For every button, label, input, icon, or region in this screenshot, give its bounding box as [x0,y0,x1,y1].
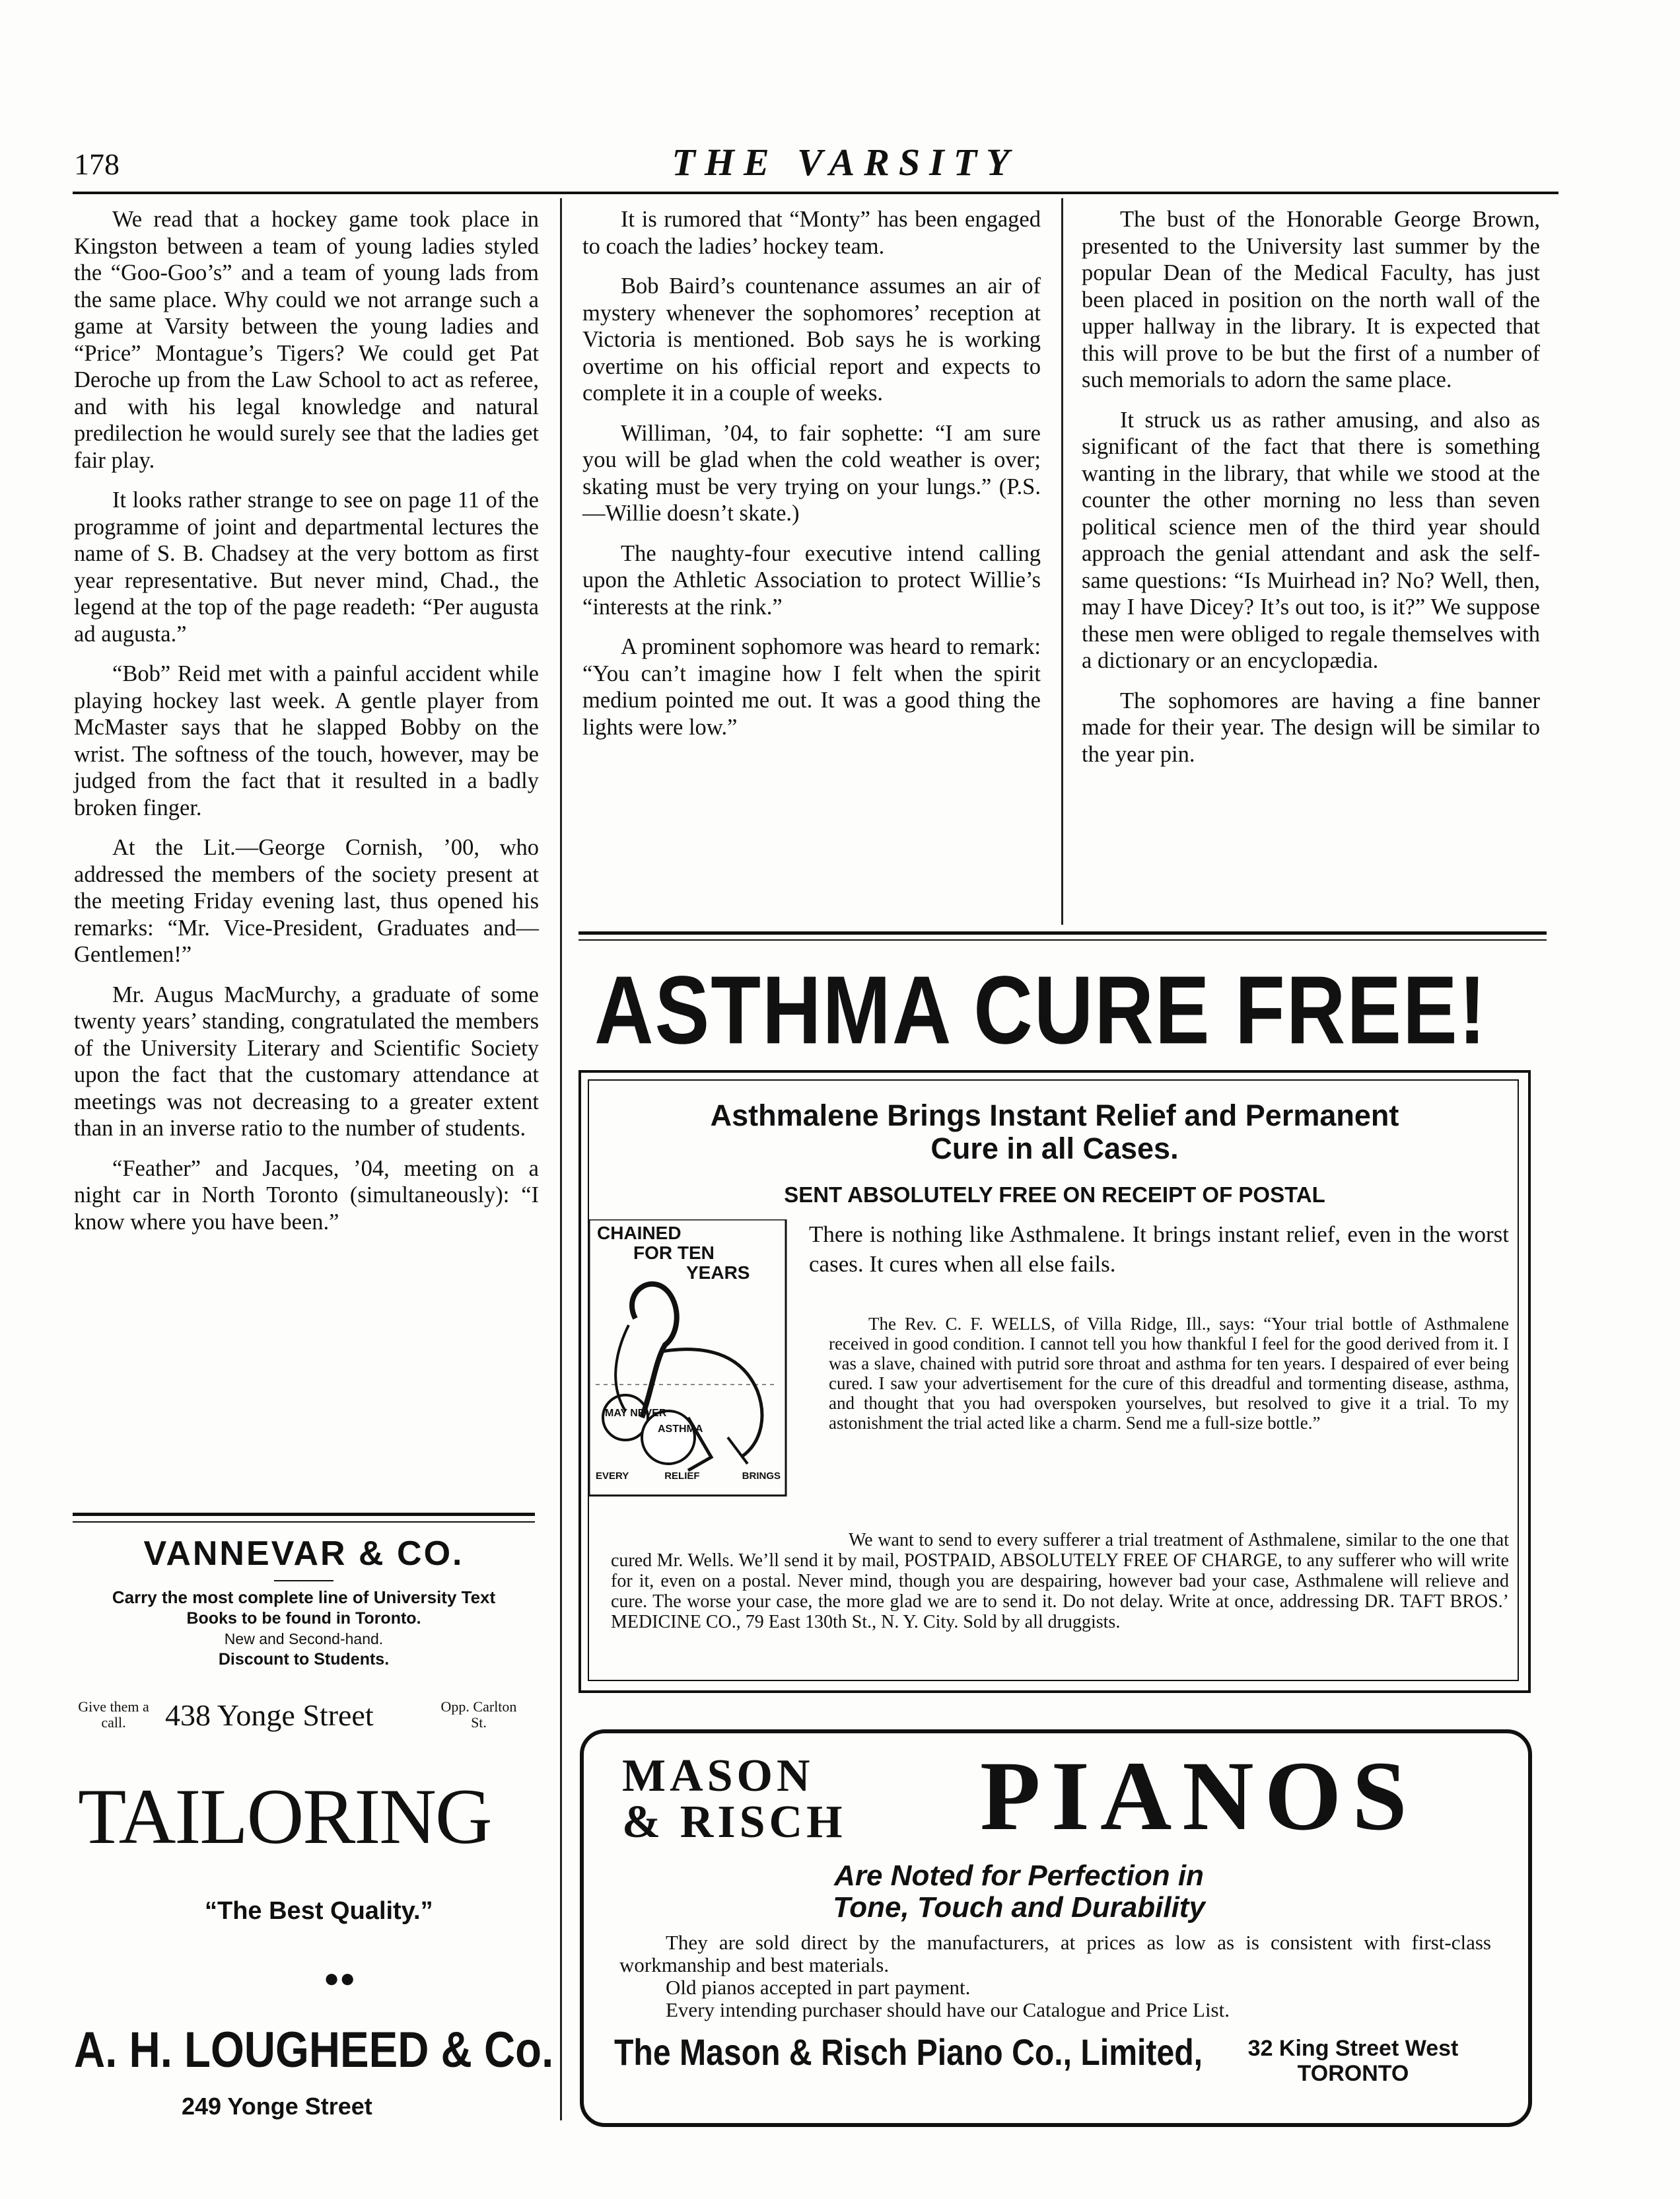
piano-address [1214,2036,1492,2086]
masthead: THE VARSITY [672,141,1019,184]
vannevar-rule [73,1521,535,1523]
caption-line: CHAINED [597,1223,682,1243]
paragraph: Mr. Augus MacMurchy, a graduate of some twenty years’ standing, congratulated the members of the University Literary and Scientific Society upon the fact that the customary attendance at meetings was not decreasing to a greater extent than in an inverse ratio to the number of students. [74,982,539,1141]
header-rule [73,192,1558,194]
piano-body [619,1931,1491,2021]
testimonial-text: The Rev. C. F. WELLS, of Villa Ridge, Ill., says: “Your trial bottle of Asthmalene received in good condition. I cannot tell you how thankful I feel for the good derived from it. I was a slave, chained with putrid sore throat and asthma for ten years. I despaired of ever being cured. I saw your advertisement for the cure of this dreadful and tormenting disease, asthma, and thought that you had overspoken yourselves, but resolved to give it a trial. To my astonishment the trial acted like a charm. Send me a full-size bottle.” [829,1314,1509,1433]
paragraph: A prominent sophomore was heard to remark: “You can’t imagine how I felt when the spirit medium pointed me out. It was a good thing the lights were low.” [582,634,1041,740]
tagline-line: Tone, Touch and Durability [833,1891,1205,1924]
caption-word: BRINGS [742,1470,781,1482]
lougheed-name: A. H. LOUGHEED & Co. [74,2022,554,2078]
asthma-subhead-line1: Asthmalene Brings Instant Relief and Permanent [710,1099,1399,1132]
caption-line: YEARS [686,1262,750,1283]
lougheed-address: 249 Yonge Street [182,2093,372,2120]
paragraph: The bust of the Honorable George Brown, presented to the University last summer by the popular Dean of the Medical Faculty, has just been placed in position on the north wall of the upper hallway in the library. It is expected that this will prove to be but the first of a number of such memorials to adorn the same place. [1082,207,1540,392]
caption-word: RELIEF [664,1470,700,1482]
paragraph: At the Lit.—George Cornish, ’00, who addressed the members of the society present at the meeting Friday evening last, thus opened his remarks: “Mr. Vice-President, Graduates and—Gentlemen!” [74,835,539,967]
paragraph: It struck us as rather amusing, and also as significant of the fact that there is something wanting in the library, that while we stood at the counter the other morning no less than seven political science men of the third year should approach the genial attendant and ask the self-same questions: “Is Muirhead in? No? Well, then, may I have Dicey? It’s out too, is it?” We suppose these men were obliged to regale themselves with a dictionary or an encyclopædia. [1082,407,1540,673]
column-rule-right [1061,198,1063,925]
column-2 [582,206,1041,754]
paragraph: “Feather” and Jacques, ’04, meeting on a night car in North Toronto (simultaneously): “I know where you have been.” [74,1155,539,1235]
piano-body-line: Every intending purchaser should have our Catalogue and Price List. [666,1998,1230,2021]
vannevar-line4: Discount to Students. [218,1650,390,1669]
vannevar-line2: Books to be found in Toronto. [186,1609,421,1628]
chained-illustration [589,1219,787,1497]
vannevar-line1: Carry the most complete line of University Text [112,1587,496,1607]
brand-line: MASON [622,1750,814,1801]
ad-rule [578,931,1547,935]
asthma-offer [611,1530,1509,1632]
asthma-free-line: SENT ABSOLUTELY FREE ON RECEIPT OF POSTAL [784,1182,1325,1207]
vannevar-give: Give them a call. [78,1698,149,1731]
paragraph: It is rumored that “Monty” has been engaged to coach the ladies’ hockey team. [582,207,1041,259]
badge-line: ASTHMA [658,1424,703,1435]
piano-body-line: They are sold direct by the manufacturers, at prices as low as is consistent with first-class workmanship and best materials. [619,1931,1491,1976]
paragraph: Bob Baird’s countenance assumes an air of mystery whenever the sophomores’ reception at Victoria is mentioned. Bob says he is working overtime on his official report and expects to complete it in a couple of weeks. [582,273,1041,406]
asthma-headline: ASTHMA CURE FREE! [594,956,1488,1065]
vannevar-address: 438 Yonge Street [165,1698,374,1732]
piano-brand [622,1750,847,1848]
pianos-word: PIANOS [980,1741,1418,1851]
offer-text: We want to send to every sufferer a trial treatment of Asthmalene, similar to the one that cured Mr. Wells. We’ll send it by mail, POSTPAID, ABSOLUTELY FREE OF CHARGE, to any sufferer who will write for it, even on a postal. Never mind, though you are despairing, however bad your case, Asthmalene will relieve and cure. The worse your case, the more glad we are to send it. Do not delay. Write at once, addressing DR. TAFT BROS.’ MEDICINE CO., 79 East 130th St., N. Y. City. Sold by all druggists. [611,1530,1509,1632]
illustration-caption-bottom [596,1470,781,1482]
piano-body-line: Old pianos accepted in part payment. [666,1976,971,1999]
piano-company: The Mason & Risch Piano Co., Limited, [614,2031,1203,2073]
vannevar-name: VANNEVAR & CO. [143,1534,464,1573]
vannevar-rule [73,1513,535,1516]
address-line: 32 King Street West [1247,2036,1459,2061]
column-1 [74,206,539,1248]
piano-ad [580,1729,1532,2127]
asthma-intro: There is nothing like Asthmalene. It brings instant relief, even in the worst cases. It cures when all else fails. [809,1221,1509,1277]
piano-tagline [584,1860,1454,1924]
tailoring-title: TAILORING [78,1772,491,1860]
badge-line: MAY NEVER [605,1408,667,1419]
tagline-line: Are Noted for Perfection in [834,1859,1204,1892]
paragraph: The sophomores are having a fine banner made for their year. The design will be similar to the year pin. [1082,688,1540,767]
paragraph: Williman, ’04, to fair sophette: “I am sure you will be glad when the cold weather is over; skating must be very trying on your lungs.” (P.S.—Willie doesn’t skate.) [582,420,1041,526]
vannevar-ad [73,1534,535,1670]
illustration-badge [605,1408,703,1435]
column-rule-left [560,198,562,2120]
paragraph: “Bob” Reid met with a painful accident while playing hockey last week. A gentle player from McMaster says that he slapped Bobby on the wrist. The softness of the touch, however, may be judged from the fact that it resulted in a badly broken finger. [74,661,539,820]
paragraph: The naughty-four executive intend calling upon the Athletic Association to protect Willie’s “interests at the rink.” [582,540,1041,620]
column-3 [1082,206,1540,781]
vannevar-opp: Opp. Carlton St. [440,1698,517,1731]
caption-word: EVERY [596,1470,629,1482]
tailoring-slogan: “The Best Quality.” [205,1897,433,1925]
page-number: 178 [74,147,120,181]
asthma-ad [578,1070,1531,1693]
paragraph: We read that a hockey game took place in Kingston between a team of young ladies styled the “Goo-Goo’s” and a team of young lads from the same place. Why could we not arrange such a game at Varsity between the young ladies and “Price” Montague’s Tigers? We could get Pat Deroche up from the Law School to act as referee, and with his legal knowledge and natural predilection he would surely see that the ladies get fair play. [74,207,539,473]
illustration-caption-top [597,1223,750,1283]
brand-line: & RISCH [622,1797,847,1848]
asthma-subhead-line2: Cure in all Cases. [930,1132,1179,1165]
ad-rule [578,939,1547,941]
asthma-testimonial [829,1314,1509,1433]
tailoring-ornament: ●● [324,1963,356,1993]
caption-line: FOR TEN [633,1243,715,1263]
vannevar-divider [274,1580,333,1581]
vannevar-line3: New and Second-hand. [224,1630,384,1647]
asthma-subhead [594,1099,1515,1165]
address-line: TORONTO [1297,2061,1409,2086]
paragraph: It looks rather strange to see on page 11 of the programme of joint and departmental lectures the name of S. B. Chadsey at the very bottom as first year representative. But never mind, Chad., the legend at the top of the page readeth: “Per augusta ad augusta.” [74,487,539,647]
